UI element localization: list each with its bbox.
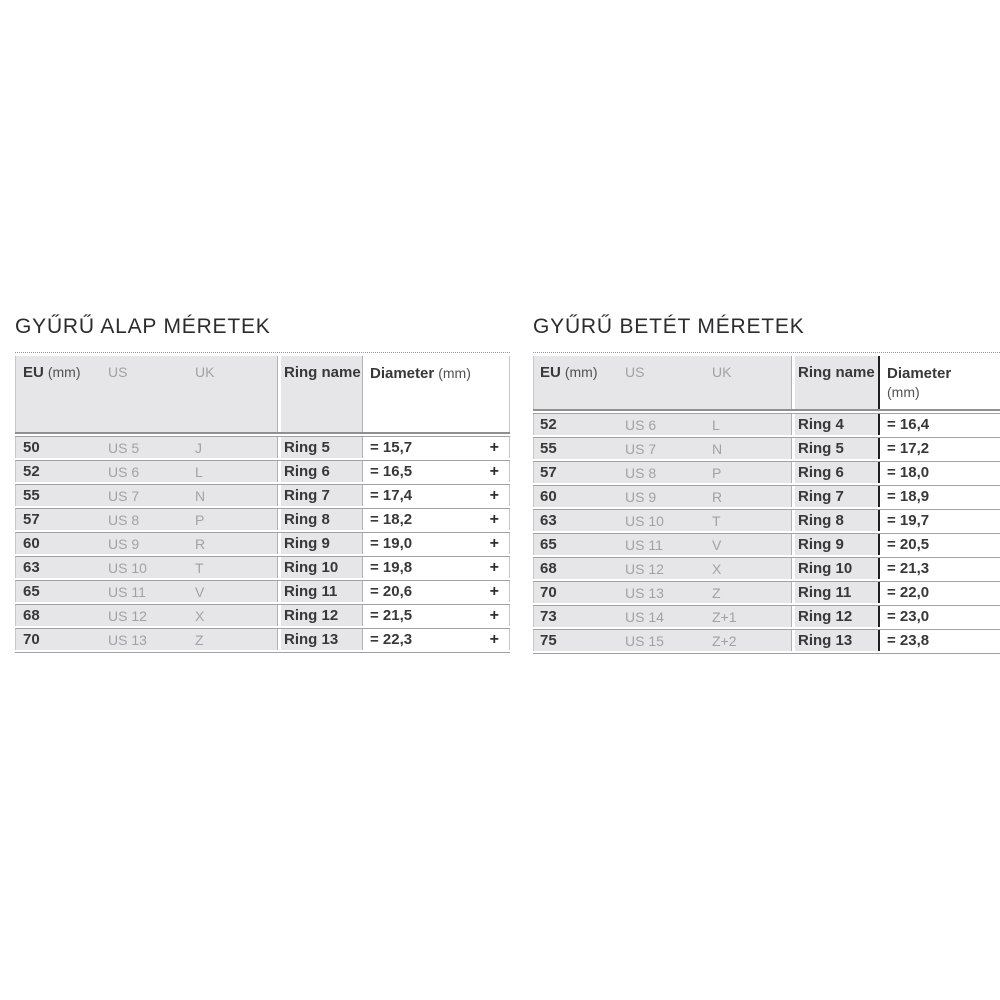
us-size-text: US 9: [625, 488, 657, 505]
uk-size-value: [705, 606, 791, 627]
diameter-value-cell: [878, 510, 1000, 531]
table-row: [15, 532, 510, 554]
table-row: [15, 604, 510, 626]
uk-size-value: [192, 509, 277, 530]
uk-size-text: T: [712, 512, 721, 529]
eu-size-text: 52: [540, 416, 557, 433]
eu-size-text: 50: [23, 439, 40, 456]
ring-name-value: [277, 485, 362, 506]
us-size-value: [103, 509, 192, 530]
eu-size-text: 73: [540, 608, 557, 625]
us-header-label: US: [625, 364, 645, 380]
ring-insert-sizes-section: [533, 316, 1000, 654]
uk-size-text: J: [195, 439, 202, 456]
eu-size-value: [15, 437, 103, 458]
ring-name-text: Ring 13: [798, 632, 853, 649]
diameter-text: = 17,4: [370, 487, 413, 504]
eu-size-text: 75: [540, 632, 557, 649]
ring-name-value: [791, 606, 878, 627]
uk-size-text: V: [712, 536, 722, 553]
table-row: [15, 460, 510, 482]
diameter-value-cell: [878, 582, 1000, 603]
diameter-text: = 20,6: [370, 583, 413, 600]
uk-size-text: V: [195, 583, 205, 600]
table-row: [15, 508, 510, 530]
ring-name-text: Ring 13: [284, 631, 339, 648]
uk-size-value: [192, 557, 277, 578]
uk-size-value: [705, 438, 791, 459]
eu-size-text: 57: [540, 464, 557, 481]
diameter-value-cell: [878, 606, 1000, 627]
uk-size-text: Z: [195, 631, 204, 648]
uk-size-text: P: [712, 464, 722, 481]
eu-size-value: [533, 534, 620, 555]
us-size-value: [620, 582, 705, 603]
diameter-value-cell: [362, 629, 510, 650]
table-row: [533, 581, 1000, 603]
diameter-value-cell: [878, 414, 1000, 435]
us-size-text: US 8: [108, 511, 140, 528]
diameter-value-cell: [362, 533, 510, 554]
uk-size-value: [192, 461, 277, 482]
table-row: [15, 484, 510, 506]
eu-size-text: 68: [23, 607, 40, 624]
diameter-text: = 23,8: [887, 632, 930, 649]
us-size-text: US 8: [625, 464, 657, 481]
us-column-header: [620, 356, 705, 409]
ring-name-value: [791, 438, 878, 459]
eu-size-text: 65: [540, 536, 557, 553]
ring-name-value: [791, 534, 878, 555]
us-size-text: US 15: [625, 632, 664, 649]
eu-size-text: 68: [540, 560, 557, 577]
ring-name-text: Ring 6: [284, 463, 330, 480]
us-size-value: [103, 485, 192, 506]
ring-insert-sizes-table: [533, 352, 1000, 654]
ring-name-value: [791, 630, 878, 651]
expand-row-button[interactable]: +: [489, 630, 499, 648]
expand-row-button[interactable]: +: [489, 606, 499, 624]
eu-size-value: [533, 558, 620, 579]
uk-size-value: [705, 414, 791, 435]
diameter-value-cell: [878, 534, 1000, 555]
diameter-text: = 19,8: [370, 559, 413, 576]
table-body: [533, 413, 1000, 651]
uk-size-value: [192, 581, 277, 602]
us-size-text: US 6: [108, 463, 140, 480]
table-row: [533, 485, 1000, 507]
eu-size-value: [15, 605, 103, 626]
eu-header-unit: (mm): [47, 364, 81, 380]
table-row: [15, 556, 510, 578]
eu-size-value: [15, 485, 103, 506]
eu-size-value: [15, 461, 103, 482]
uk-size-text: P: [195, 511, 205, 528]
ring-name-text: Ring 10: [798, 560, 853, 577]
us-size-text: US 7: [108, 487, 140, 504]
uk-column-header: [705, 356, 791, 409]
diameter-header-label: [887, 364, 951, 402]
expand-row-button[interactable]: +: [489, 462, 499, 480]
eu-column-header: [533, 356, 620, 409]
uk-size-text: X: [712, 560, 722, 577]
ring-name-text: Ring 11: [798, 584, 852, 601]
us-column-header: [103, 356, 192, 432]
diameter-text: = 22,0: [887, 584, 930, 601]
eu-size-value: [533, 486, 620, 507]
ring-name-text: Ring 7: [798, 488, 844, 505]
table-row: [15, 436, 510, 458]
table-row: [533, 533, 1000, 555]
table-header-row: [15, 356, 510, 434]
uk-size-value: [705, 534, 791, 555]
us-size-text: US 7: [625, 440, 657, 457]
diameter-header-word: Diameter: [370, 365, 435, 382]
ring-name-value: [277, 581, 362, 602]
diameter-text: = 18,9: [887, 488, 930, 505]
ring-name-text: Ring 7: [284, 487, 330, 504]
diameter-value-cell: [362, 557, 510, 578]
eu-size-value: [533, 582, 620, 603]
us-size-value: [103, 533, 192, 554]
uk-size-value: [192, 605, 277, 626]
diameter-value-cell: [362, 461, 510, 482]
uk-size-text: N: [195, 487, 206, 504]
us-size-text: US 5: [108, 439, 140, 456]
ring-base-sizes-title: GYŰRŰ ALAP MÉRETEK: [15, 315, 271, 338]
uk-header-label: UK: [712, 364, 732, 380]
eu-size-value: [533, 630, 620, 651]
ring-name-value: [791, 558, 878, 579]
ring-name-value: [791, 486, 878, 507]
us-size-text: US 6: [625, 416, 657, 433]
ring-name-value: [791, 462, 878, 483]
us-size-text: US 10: [625, 512, 664, 529]
diameter-text: = 18,2: [370, 511, 413, 528]
diameter-header-unit: (mm): [887, 384, 920, 400]
eu-size-value: [15, 629, 103, 650]
us-size-value: [103, 437, 192, 458]
eu-header-unit: (mm): [564, 364, 598, 380]
us-header-label: US: [108, 364, 128, 380]
ring-name-text: Ring 5: [798, 440, 844, 457]
ring-name-header-label: Ring name: [284, 364, 361, 381]
ring-name-text: Ring 8: [284, 511, 330, 528]
eu-size-value: [15, 533, 103, 554]
diameter-header-word: Diameter: [887, 365, 952, 382]
eu-header-label: EU: [540, 364, 561, 381]
ring-name-value: [277, 437, 362, 458]
diameter-value-cell: [362, 485, 510, 506]
eu-size-text: 65: [23, 583, 40, 600]
diameter-value-cell: [878, 462, 1000, 483]
diameter-text: = 19,0: [370, 535, 413, 552]
uk-size-value: [705, 582, 791, 603]
us-size-text: US 13: [625, 584, 664, 601]
uk-size-text: Z+2: [712, 632, 737, 649]
uk-size-value: [705, 462, 791, 483]
diameter-header-label: [370, 364, 471, 383]
diameter-value-cell: [878, 558, 1000, 579]
diameter-column-header: [362, 356, 510, 432]
uk-size-text: N: [712, 440, 723, 457]
diameter-value-cell: [362, 605, 510, 626]
us-size-value: [620, 558, 705, 579]
ring-name-header-label: Ring name: [798, 364, 875, 381]
us-size-value: [103, 629, 192, 650]
us-size-text: US 10: [108, 559, 147, 576]
eu-size-value: [533, 462, 620, 483]
us-size-text: US 11: [108, 583, 146, 600]
ring-name-column-header: [791, 356, 878, 409]
ring-name-text: Ring 5: [284, 439, 330, 456]
uk-size-value: [192, 533, 277, 554]
table-row: [15, 580, 510, 602]
eu-size-text: 52: [23, 463, 40, 480]
table-row: [533, 413, 1000, 435]
ring-insert-sizes-title: GYŰRŰ BETÉT MÉRETEK: [533, 315, 805, 338]
ring-name-value: [277, 629, 362, 650]
ring-base-sizes-table: [15, 352, 510, 653]
uk-size-value: [192, 485, 277, 506]
us-size-text: US 11: [625, 536, 663, 553]
diameter-text: = 16,5: [370, 463, 413, 480]
eu-size-text: 57: [23, 511, 40, 528]
us-size-value: [620, 630, 705, 651]
diameter-value-cell: [878, 438, 1000, 459]
us-size-text: US 9: [108, 535, 140, 552]
table-row: [533, 629, 1000, 651]
ring-name-column-header: [277, 356, 362, 432]
uk-size-text: Z+1: [712, 608, 737, 625]
uk-size-value: [705, 630, 791, 651]
us-size-value: [620, 438, 705, 459]
table-row: [533, 437, 1000, 459]
expand-row-button[interactable]: +: [489, 534, 499, 552]
eu-size-text: 63: [540, 512, 557, 529]
diameter-text: = 15,7: [370, 439, 413, 456]
us-size-value: [620, 414, 705, 435]
eu-size-text: 60: [23, 535, 40, 552]
uk-size-text: X: [195, 607, 205, 624]
expand-row-button[interactable]: +: [489, 510, 499, 528]
ring-name-value: [277, 509, 362, 530]
ring-name-text: Ring 12: [284, 607, 339, 624]
diameter-header-unit: (mm): [438, 365, 471, 381]
uk-size-text: R: [195, 535, 206, 552]
us-size-value: [103, 461, 192, 482]
diameter-column-header: [878, 356, 1000, 409]
ring-base-sizes-section: [15, 316, 510, 653]
ring-name-value: [277, 461, 362, 482]
eu-size-text: 70: [23, 631, 40, 648]
ring-name-text: Ring 12: [798, 608, 853, 625]
uk-size-value: [192, 437, 277, 458]
eu-size-value: [15, 509, 103, 530]
eu-size-value: [15, 557, 103, 578]
diameter-text: = 17,2: [887, 440, 930, 457]
uk-size-value: [705, 510, 791, 531]
diameter-value-cell: [878, 630, 1000, 651]
diameter-text: = 21,3: [887, 560, 930, 577]
us-size-value: [103, 605, 192, 626]
diameter-value-cell: [362, 437, 510, 458]
us-size-value: [620, 486, 705, 507]
uk-size-value: [705, 558, 791, 579]
expand-row-button[interactable]: +: [489, 438, 499, 456]
ring-name-text: Ring 8: [798, 512, 844, 529]
uk-size-text: R: [712, 488, 723, 505]
diameter-text: = 20,5: [887, 536, 930, 553]
us-size-text: US 13: [108, 631, 147, 648]
eu-size-text: 63: [23, 559, 40, 576]
diameter-text: = 18,0: [887, 464, 930, 481]
ring-name-value: [791, 414, 878, 435]
table-row: [15, 628, 510, 650]
us-size-value: [103, 557, 192, 578]
us-size-text: US 12: [625, 560, 664, 577]
uk-size-text: T: [195, 559, 204, 576]
eu-size-value: [533, 606, 620, 627]
uk-size-text: Z: [712, 584, 721, 601]
uk-size-text: L: [712, 416, 720, 433]
eu-size-value: [533, 414, 620, 435]
us-size-value: [620, 606, 705, 627]
eu-size-text: 55: [540, 440, 557, 457]
ring-name-text: Ring 4: [798, 416, 844, 433]
uk-size-text: L: [195, 463, 203, 480]
eu-size-text: 70: [540, 584, 557, 601]
uk-size-value: [192, 629, 277, 650]
table-row: [533, 605, 1000, 627]
diameter-text: = 16,4: [887, 416, 930, 433]
diameter-text: = 21,5: [370, 607, 413, 624]
ring-name-value: [277, 557, 362, 578]
diameter-value-cell: [362, 581, 510, 602]
us-size-value: [620, 534, 705, 555]
table-header-row: [533, 356, 1000, 411]
ring-name-text: Ring 9: [798, 536, 844, 553]
ring-name-value: [791, 510, 878, 531]
us-size-value: [620, 510, 705, 531]
ring-name-text: Ring 9: [284, 535, 330, 552]
us-size-value: [103, 581, 192, 602]
table-row: [533, 461, 1000, 483]
uk-header-label: UK: [195, 364, 215, 380]
ring-name-text: Ring 11: [284, 583, 338, 600]
eu-column-header: [15, 356, 103, 432]
ring-name-text: Ring 10: [284, 559, 339, 576]
eu-size-text: 60: [540, 488, 557, 505]
eu-size-value: [533, 510, 620, 531]
ring-name-value: [277, 605, 362, 626]
diameter-text: = 23,0: [887, 608, 930, 625]
us-size-text: US 14: [625, 608, 664, 625]
expand-row-button[interactable]: +: [489, 486, 499, 504]
eu-size-text: 55: [23, 487, 40, 504]
ring-name-value: [791, 582, 878, 603]
expand-row-button[interactable]: +: [489, 582, 499, 600]
table-row: [533, 509, 1000, 531]
eu-size-value: [533, 438, 620, 459]
us-size-text: US 12: [108, 607, 147, 624]
diameter-value-cell: [362, 509, 510, 530]
expand-row-button[interactable]: +: [489, 558, 499, 576]
diameter-text: = 22,3: [370, 631, 413, 648]
ring-name-text: Ring 6: [798, 464, 844, 481]
eu-header-label: EU: [23, 364, 44, 381]
diameter-value-cell: [878, 486, 1000, 507]
diameter-text: = 19,7: [887, 512, 930, 529]
uk-column-header: [192, 356, 277, 432]
eu-size-value: [15, 581, 103, 602]
table-body: [15, 436, 510, 650]
us-size-value: [620, 462, 705, 483]
uk-size-value: [705, 486, 791, 507]
table-row: [533, 557, 1000, 579]
ring-name-value: [277, 533, 362, 554]
